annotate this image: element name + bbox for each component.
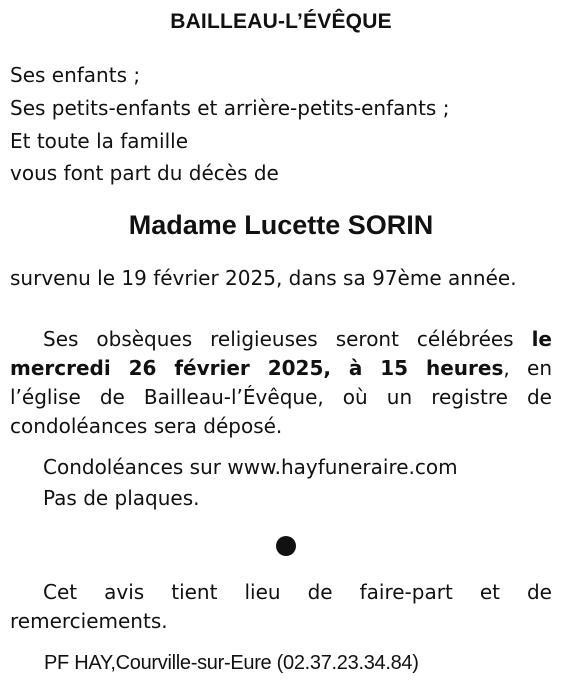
- town-heading: BAILLEAU-L’ÉVÊQUE: [170, 10, 392, 33]
- closing-paragraph: Cet avis tient lieu de faire-part et de remerciements.: [10, 580, 552, 633]
- family-line-whole-family: Et toute la famille: [10, 129, 189, 153]
- funeral-home-signature: PF HAY,Courville-sur-Eure (02.37.23.34.84): [44, 652, 419, 674]
- no-plaques-line: Pas de plaques.: [43, 486, 200, 510]
- death-date-paragraph: survenu le 19 février 2025, dans sa 97ème année.: [10, 266, 517, 290]
- funeral-datetime: le mercredi 26 février 2025, à 15 heures: [10, 327, 552, 380]
- family-line-grandchildren: Ses petits-enfants et arrière-petits-enfants ;: [10, 96, 450, 120]
- deceased-name: Madame Lucette SORIN: [128, 210, 434, 240]
- funeral-location: , en l’église de Bailleau-l’Évêque, où un registre de condoléances sera déposé.: [10, 356, 552, 438]
- funeral-intro: Ses obsèques religieuses seront célébrées: [43, 327, 532, 351]
- announcement-line: vous font part du décès de: [10, 161, 279, 185]
- funeral-paragraph: [10, 325, 552, 441]
- condolences-line: Condoléances sur www.hayfuneraire.com: [43, 455, 458, 479]
- family-line-children: Ses enfants ;: [10, 63, 141, 87]
- separator-bullet-icon: [276, 536, 296, 556]
